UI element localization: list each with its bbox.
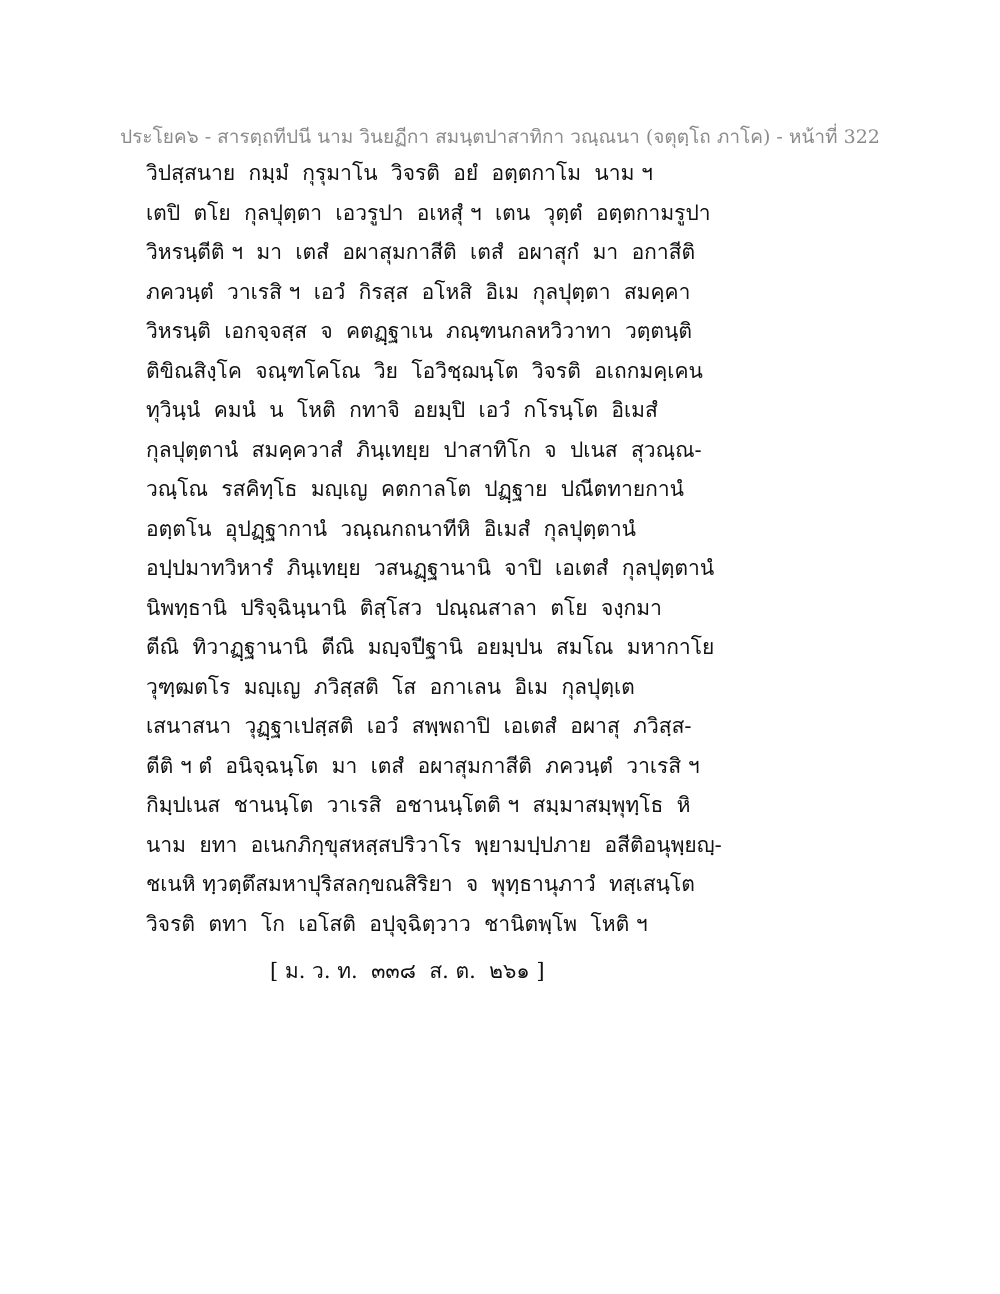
text-line: ตีติ ฯ ตํ อนิจฺฉนฺโต มา เตสํ อผาสุมกาสีติ ภควนฺตํ วาเรสิ ฯ: [146, 753, 700, 778]
body-text: [146, 154, 726, 944]
text-line: ทุวินฺนํ คมนํ น โหติ กทาจิ อยมฺปิ เอวํ กโรนฺโต อิเมสํ: [146, 398, 658, 422]
text-line: อตฺตโน อุปฏฺฐากานํ วณฺณกถนาทีหิ อิเมสํ กุลปุตฺตานํ: [146, 516, 637, 541]
text-line: ภควนฺตํ วาเรสิ ฯ เอวํ กิรสฺส อโหสิ อิเม กุลปุตฺตา สมคฺคา: [146, 279, 691, 304]
text-line: วณฺโณ รสคิทฺโธ มญฺเญ คตกาลโต ปฏฺฐาย ปณีตทายกานํ: [146, 477, 685, 501]
text-line: นิพทฺธานิ ปริจฺฉินฺนานิ ติสฺโสว ปณฺณสาลา ตโย จงฺกมา: [146, 595, 662, 620]
text-line: อปฺปมาทวิหารํ ภินฺเทยฺย วสนฏฺฐานานิ จาปิ เอเตสํ กุลปุตฺตานํ: [146, 556, 715, 580]
text-line: ติขิณสิงฺโค จณฺฑโคโณ วิย โอวิชฺฌนฺโต วิจรติ อเถกมคฺเคน: [146, 358, 703, 383]
page-header-text: ประโยค๖ - สารตฺถทีปนี นาม วินยฏีกา สมนฺตปาสาทิกา วณฺณนา (จตุตฺโถ ภาโค) - หน้าที่ 322: [120, 126, 880, 148]
text-line: เสนาสนา วุฏฺฐาเปสฺสติ เอวํ สพฺพถาปิ เอเตสํ อผาสุ ภวิสฺส-: [146, 714, 692, 738]
text-line: ชเนหิ ทฺวตฺตึสมหาปุริสลกฺขณสิริยา จ พุทฺธานุภาวํ ทสฺเสนฺโต: [146, 872, 695, 896]
text-line: ตีณิ ทิวาฏฺฐานานิ ตีณิ มญฺจปีฐานิ อยมฺปน สมโณ มหากาโย: [146, 635, 715, 659]
text-line: กิมฺปเนส ชานนฺโต วาเรสิ อชานนฺโตติ ฯ สมฺมาสมฺพุทฺโธ หิ: [146, 793, 691, 817]
text-line: เตปิ ตโย กุลปุตฺตา เอวรูปา อเหสุํ ฯ เตน วุตฺตํ อตฺตกามรูปา: [146, 200, 711, 225]
text-line: วุฑฺฒตโร มญฺเญ ภวิสฺสติ โส อกาเลน อิเม กุลปุตฺเต: [146, 674, 635, 699]
text-line: กุลปุตฺตานํ สมคฺควาสํ ภินฺเทยฺย ปาสาทิโก จ ปเนส สุวณฺณ-: [146, 437, 702, 462]
text-line: วิหรนฺตีติ ฯ มา เตสํ อผาสุมกาสีติ เตสํ อผาสุกํ มา อกาสีติ: [146, 240, 696, 264]
text-line: วิจรติ ตทา โก เอโสติ อปุจฺฉิตฺวาว ชานิตพฺโพ โหติ ฯ: [146, 911, 648, 936]
text-line: นาม ยทา อเนกภิกฺขุสหสฺสปริวาโร พฺยามปฺปภาย อสีติอนุพฺยญฺ-: [146, 832, 722, 857]
page-header: [0, 122, 1000, 152]
text-line: วิหรนฺติ เอกจฺจสฺส จ คตฏฺฐาเน ภณฺฑนกลหวิวาทา วตฺตนฺติ: [146, 319, 693, 343]
text-line: วิปสฺสนาย กมฺมํ กุรุมาโน วิจรติ อยํ อตฺตกาโม นาม ฯ: [146, 161, 653, 185]
reference-citation: [ ม. ว. ท. ๓๓๘ ส. ต. ๒๖๑ ]: [270, 959, 545, 983]
